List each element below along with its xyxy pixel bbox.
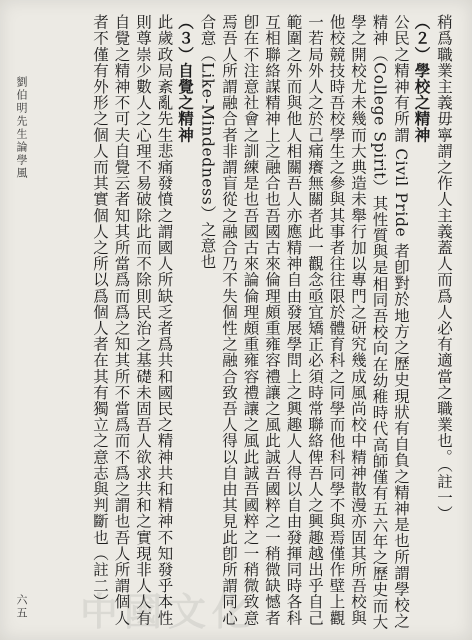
- watermark-stamp: 中國文化: [80, 589, 257, 634]
- paragraph-3: 此歲政局紊亂先生悲痛發憤之謂國人所缺乏者爲共和國民之精神共和精神不知發乎本性則尊崇少數人之心理不易破除此而不除則民治之基礎未固吾人欲求共和之實現非人人有自覺之精神不可夫自覺云者知其所當爲而爲之知其所不當爲而不爲之謂也吾人所謂個人者不僅有外形之個人而其實個人之所以爲個人者在其有獨立之意志與判斷也（註二）: [91, 14, 174, 626]
- running-head: [10, 6, 32, 634]
- section-heading-3: （３）自覺之精神: [176, 14, 195, 143]
- paragraph-2: 公民之精神有所謂 Civil Pride 者卽對於地方之歷史現狀有自負之精神是也所謂學校之精神（College Spirit）其性質與是相同吾校向在幼稚時代高師僅有五六年之歷史而大學之開校尤未幾而大典造未舉行加以專門之研究幾成風尚校中精神散漫亦固其所吾校與他校競技時吾校學生之參與其事者往往限於體育科之同學而他科同學不與焉僅作壁上觀一若局外人之於己痛癢無關者此一觀念亟宜矯正必須時常聯絡俾吾人之興趣越出乎自己範圍之外而與他人相關吾人亦應精神自由發展學問上之興趣人人得以自由發揮同時各科互相聯絡謀精神上之融合也吾國古來倫理頗重雍容禮讓之風此誠吾國粹之一稍微缺憾者卽在不注意社會之訓練是也吾國古來論倫理頗重雍容禮讓之風此誠吾國粹之一稍微致意焉吾人所謂融合者非謂盲從之融合乃不失個性之融合致吾人得以自由其見此卽所謂同心合意（Like-Mindedness）之意也: [198, 14, 410, 630]
- vertical-text-block: [38, 14, 454, 630]
- section-heading-2: （２）學校之精神: [412, 14, 432, 143]
- paragraph-1: 稍爲職業主義毋寧謂之作人主義蓋人而爲人必有適當之職業也。（註一）: [435, 14, 453, 522]
- page-number: 六五: [15, 594, 28, 620]
- book-title: 劉伯明先生論學風: [15, 76, 28, 180]
